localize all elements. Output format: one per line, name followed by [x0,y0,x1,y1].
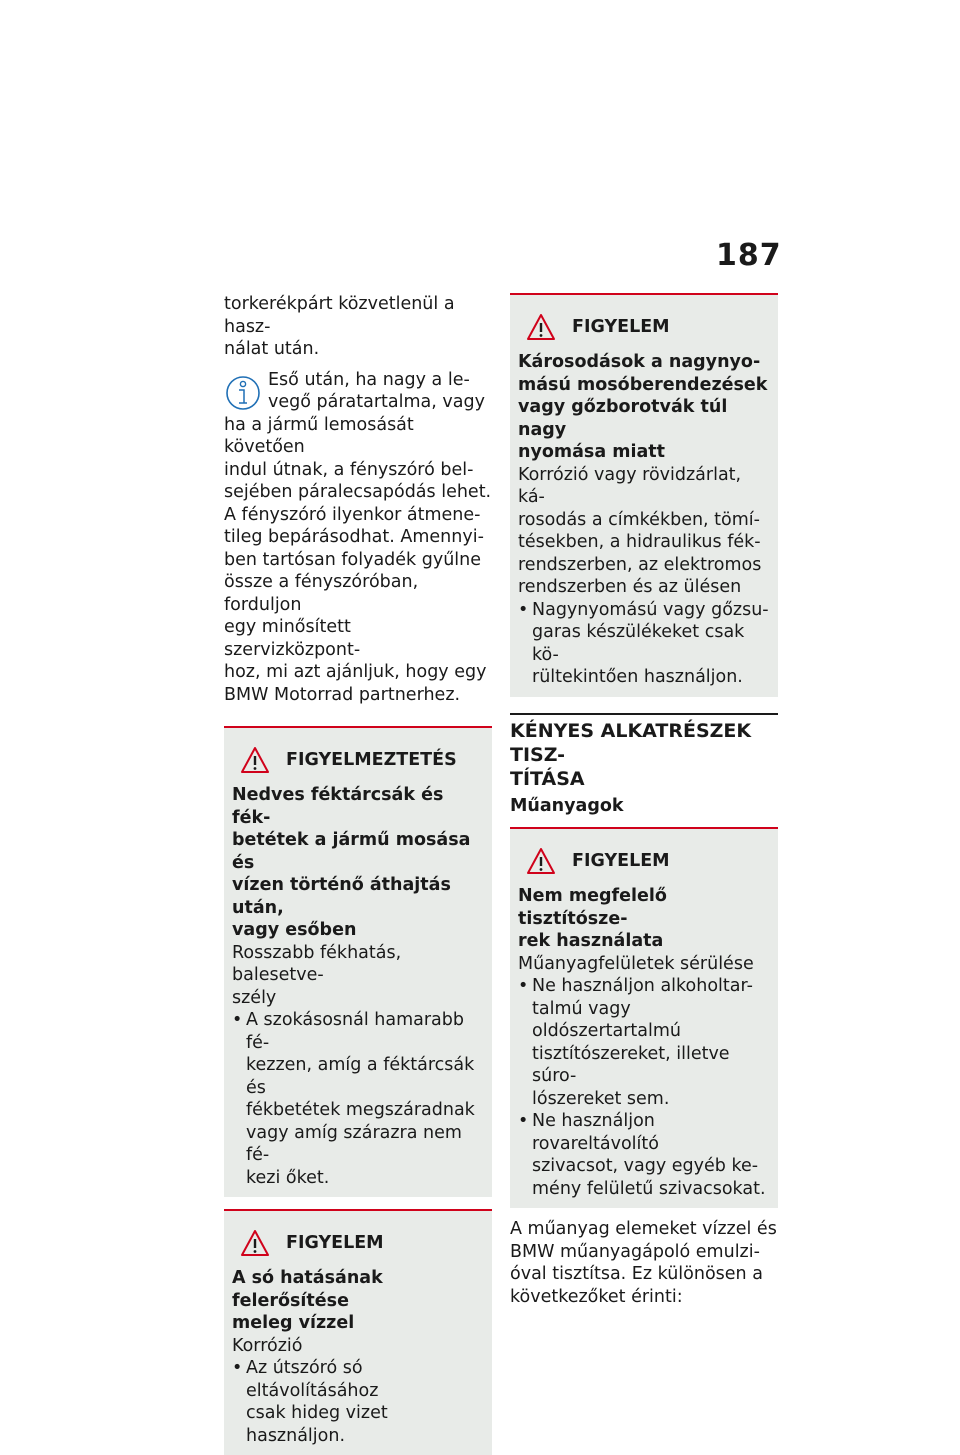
text-line: Nedves féktárcsák és fék- [232,785,444,828]
text-line: hoz, mi azt ajánljuk, hogy egy [224,662,487,682]
warning-triangle-icon [526,313,556,341]
text-line: egy minősített szervizközpont- [224,617,361,660]
text-line: lószereket sem. [532,1088,670,1109]
info-note [224,369,492,707]
warning-box-cleaners [510,827,778,1208]
text-line: óval tisztítsa. Ez különösen a [510,1264,763,1284]
text-line: rültekintően használjon. [532,667,743,687]
section-heading-block [510,713,778,818]
section-title [510,719,778,791]
bullet-item [232,1009,484,1189]
text-line: ben tartósan folyadék gyűlne [224,549,482,570]
box-bullets [518,599,770,689]
text-line: betétek a jármű mosása és [232,830,471,873]
text-line: vízen történő áthajtás után, [232,875,451,918]
outro-paragraph [510,1218,778,1308]
text-line: vegő páratartalma, vagy [268,392,485,412]
text-line: vagy amíg szárazra nem fé- [246,1122,462,1165]
box-title [518,885,770,953]
box-consequence [518,953,770,976]
box-bullets [232,1009,484,1189]
text-line: A só hatásának felerősítése [232,1268,383,1311]
box-label: FIGYELEM [572,850,670,871]
text-line: torkerékpárt közvetlenül a hasz- [224,294,455,337]
text-line: nyomása miatt [518,442,666,462]
text-line: tisztítószereket, illetve súro- [532,1043,730,1086]
text-line: kezi őket. [246,1167,330,1188]
text-line: vagy gőzborotvák túl nagy [518,397,728,440]
text-line: rendszerben és az ülésen [518,577,742,597]
box-header [232,742,484,778]
box-consequence [518,464,770,599]
bullet-item [518,599,770,689]
warning-triangle-icon [240,746,270,774]
text-line: össze a fényszóróban, forduljon [224,572,419,615]
text-line: mású mosóberendezések [518,374,768,395]
box-consequence [232,1335,484,1358]
box-consequence [232,942,484,1010]
text-line: nálat után. [224,339,320,359]
text-line: talmú vagy oldószertartalmú [532,998,682,1041]
text-line: A fényszóró ilyenkor átmene- [224,504,481,525]
box-header [518,843,770,879]
text-line: Ne használjon alkoholtar- [532,976,753,996]
box-bullets [518,975,770,1200]
bullet-item [518,975,770,1110]
text-line: Korrózió [232,1335,303,1356]
text-line: tileg bepárásodhat. Amennyi- [224,527,484,547]
box-label: FIGYELMEZTETÉS [286,749,457,770]
text-line: A szokásosnál hamarabb fé- [246,1010,464,1053]
text-line: rendszerben, az elektromos [518,554,762,575]
text-line: Eső után, ha nagy a le- [268,369,470,390]
box-header [518,309,770,345]
info-paragraph [224,369,492,707]
text-line: BMW műanyagápoló emulzi- [510,1241,760,1262]
text-line: Károsodások a nagynyo- [518,352,761,372]
page-number: 187 [716,238,782,273]
box-label: FIGYELEM [572,316,670,337]
text-line: Műanyagfelületek sérülése [518,953,754,974]
right-column [510,293,778,1308]
text-line: KÉNYES ALKATRÉSZEK TISZ- [510,719,752,766]
text-line: csak hideg vizet használjon. [246,1403,388,1446]
warning-triangle-icon [240,1229,270,1257]
text-line: Ne használjon rovareltávolító [532,1111,659,1154]
intro-paragraph [224,293,492,361]
text-line: szély [232,987,277,1008]
left-column [224,293,492,1455]
text-line: garas készülékeket csak kö- [532,622,745,665]
text-line: kezzen, amíg a féktárcsák és [246,1055,475,1098]
box-header [232,1225,484,1261]
text-line: ha a jármű lemosását követően [224,414,414,457]
box-label: FIGYELEM [286,1232,384,1253]
box-title [518,351,770,464]
info-icon [224,373,262,413]
text-line: tésekben, a hidraulikus fék- [518,532,761,552]
box-title [232,784,484,942]
text-line: rosodás a címkékben, tömí- [518,509,760,530]
text-line: BMW Motorrad partnerhez. [224,684,461,705]
text-line: Rosszabb fékhatás, balesetve- [232,942,402,985]
text-line: fékbetétek megszáradnak [246,1100,475,1120]
warning-box-pressure [510,293,778,697]
text-line: Nagynyomású vagy gőzsu- [532,599,769,620]
text-line: sejében páralecsapódás lehet. [224,482,492,502]
text-line: A műanyag elemeket vízzel és [510,1219,777,1239]
text-line: Korrózió vagy rövidzárlat, ká- [518,464,742,507]
text-line: Nem megfelelő tisztítósze- [518,886,667,929]
warning-triangle-icon [526,847,556,875]
bullet-item [518,1110,770,1200]
box-title [232,1267,484,1335]
box-bullets [232,1357,484,1447]
subsection-title: Műanyagok [510,795,624,816]
text-line: következőket érinti: [510,1286,683,1307]
text-line: rek használata [518,931,664,951]
text-line: meleg vízzel [232,1313,355,1333]
text-line: TÍTÁSA [510,767,585,790]
text-line: Az útszóró só eltávolításához [246,1358,379,1401]
text-line: vagy esőben [232,920,357,940]
warning-box-salt [224,1209,492,1455]
warning-box-brakes [224,726,492,1197]
bullet-item [232,1357,484,1447]
text-line: indul útnak, a fényszóró bel- [224,459,474,480]
text-line: mény felületű szivacsokat. [532,1178,766,1199]
text-line: szivacsot, vagy egyéb ke- [532,1156,759,1176]
